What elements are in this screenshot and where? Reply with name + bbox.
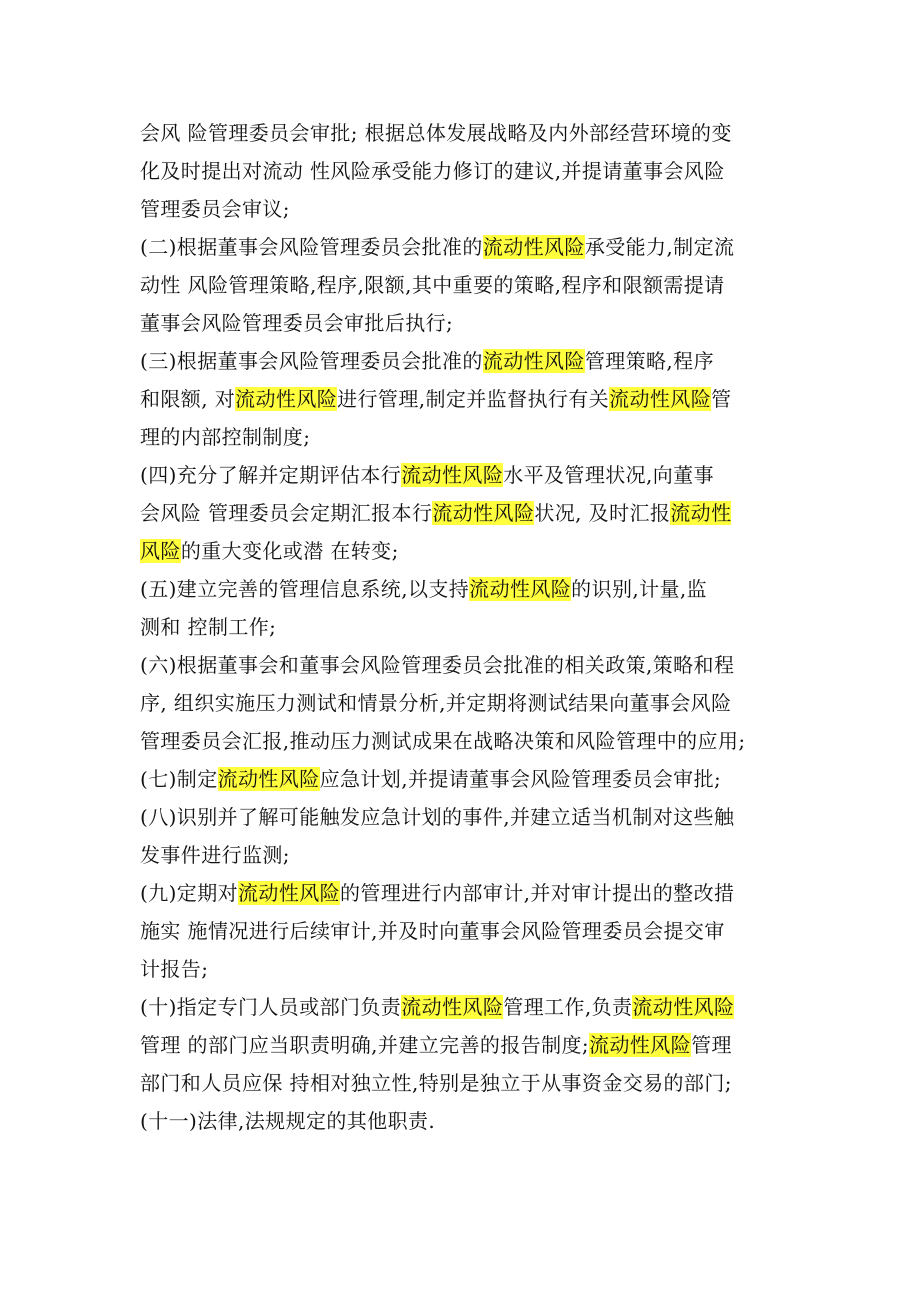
text-line [140,722,800,760]
text-segment: 管理 [691,1033,732,1057]
text-segment: (九)定期对 [140,881,239,905]
text-line [140,684,800,722]
text-segment: 部门和人员应保 持相对独立性,特别是独立于从事资金交易的部门; [140,1071,732,1095]
text-line [140,190,800,228]
text-segment: 管理委员会汇报,推动压力测试成果在战略决策和风险管理中的应用; [140,729,746,753]
text-segment: 管理 的部门应当职责明确,并建立完善的报告制度; [140,1033,590,1057]
text-segment: 发事件进行监测; [140,843,290,867]
text-line [140,456,800,494]
text-segment: 状况, 及时汇报 [534,501,671,525]
text-line [140,228,800,266]
text-segment: (八)识别并了解可能触发应急计划的事件,并建立适当机制对这些触 [140,805,735,829]
text-line [140,532,800,570]
text-segment: 测和 控制工作; [140,615,277,639]
text-segment: (五)建立完善的管理信息系统,以支持 [140,577,470,601]
text-line [140,380,800,418]
highlighted-term: 流动性风险 [401,995,504,1019]
text-segment: 管 [711,387,732,411]
highlighted-term: 风险 [140,539,181,563]
text-line [140,646,800,684]
highlighted-term: 流动性风险 [609,387,712,411]
text-segment: 动性 风险管理策略,程序,限额,其中重要的策略,程序和限额需提请 [140,273,725,297]
text-segment: 施实 施情况进行后续审计,并及时向董事会风险管理委员会提交审 [140,919,725,943]
text-line [140,1064,800,1102]
text-line [140,760,800,798]
highlighted-term: 流动性风险 [238,881,341,905]
text-segment: 计报告; [140,957,209,981]
text-segment: (四)充分了解并定期评估本行 [140,463,402,487]
text-line [140,608,800,646]
highlighted-term: 流动性风险 [469,577,572,601]
highlighted-term: 流动性风险 [217,767,320,791]
text-segment: 会风险 管理委员会定期汇报本行 [140,501,433,525]
highlighted-term: 流动性风险 [482,235,585,259]
text-segment: (十一)法律,法规规定的其他职责. [140,1109,436,1133]
highlighted-term: 流动性风险 [482,349,585,373]
highlighted-term: 流动性风险 [401,463,504,487]
text-segment: 管理工作,负责 [503,995,633,1019]
text-line [140,1026,800,1064]
text-segment: (二)根据董事会风险管理委员会批准的 [140,235,483,259]
text-segment: 的重大变化或潜 在转变; [180,539,399,563]
text-segment: (三)根据董事会风险管理委员会批准的 [140,349,483,373]
highlighted-term: 流动性 [670,501,732,525]
text-segment: 管理委员会审议; [140,197,290,221]
text-line [140,950,800,988]
text-line [140,114,800,152]
text-line [140,342,800,380]
text-line [140,494,800,532]
highlighted-term: 流动性风险 [235,387,338,411]
text-segment: 承受能力,制定流 [584,235,735,259]
text-segment: 会风 险管理委员会审批; 根据总体发展战略及内外部经营环境的变 [140,121,732,145]
text-segment: 理的内部控制制度; [140,425,311,449]
text-segment: 的管理进行内部审计,并对审计提出的整改措 [340,881,735,905]
text-segment: 序, 组织实施压力测试和情景分析,并定期将测试结果向董事会风险 [140,691,732,715]
text-segment: 董事会风险管理委员会审批后执行; [140,311,454,335]
text-segment: 的识别,计量,监 [571,577,708,601]
document-body [140,114,800,1140]
text-segment: 管理策略,程序 [584,349,714,373]
text-line [140,570,800,608]
text-segment: 进行管理,制定并监督执行有关 [337,387,610,411]
highlighted-term: 流动性风险 [632,995,735,1019]
text-line [140,874,800,912]
text-segment: (六)根据董事会和董事会风险管理委员会批准的相关政策,策略和程 [140,653,735,677]
text-segment: 应急计划,并提请董事会风险管理委员会审批; [319,767,722,791]
text-line [140,1102,800,1140]
text-segment: 和限额, 对 [140,387,236,411]
text-segment: 化及时提出对流动 性风险承受能力修订的建议,并提请董事会风险 [140,159,725,183]
text-line [140,304,800,342]
highlighted-term: 流动性风险 [432,501,535,525]
text-line [140,418,800,456]
text-segment: (七)制定 [140,767,218,791]
highlighted-term: 流动性风险 [589,1033,692,1057]
text-line [140,988,800,1026]
text-segment: 水平及管理状况,向董事 [503,463,714,487]
text-segment: (十)指定专门人员或部门负责 [140,995,402,1019]
text-line [140,798,800,836]
text-line [140,912,800,950]
text-line [140,266,800,304]
text-line [140,836,800,874]
text-line [140,152,800,190]
